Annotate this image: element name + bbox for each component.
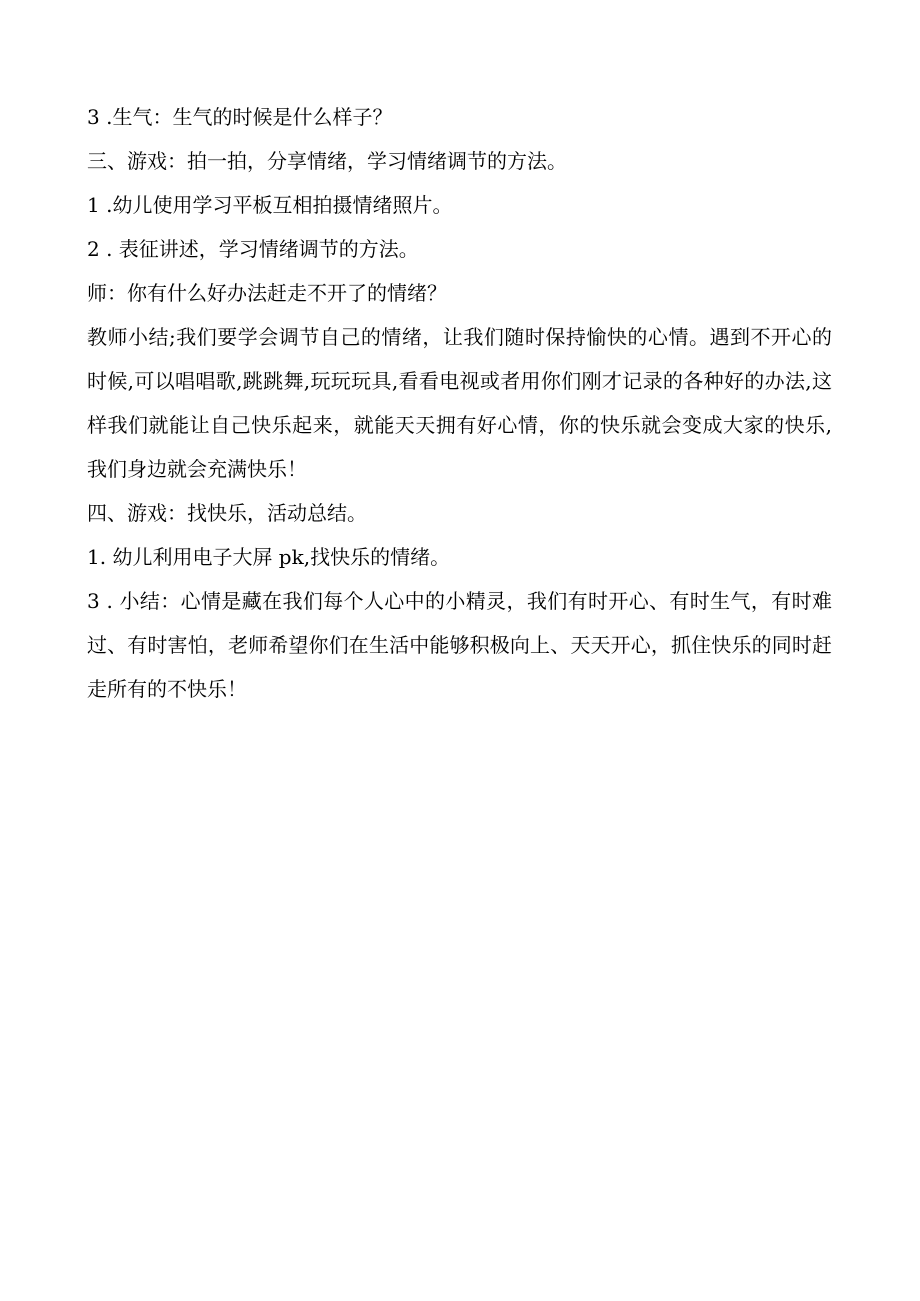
heading-game-clap: 三、游戏：拍一拍，分享情绪，学习情绪调节的方法。 xyxy=(87,149,567,173)
paragraph-narration: 2 . 表征讲述，学习情绪调节的方法。 xyxy=(87,237,419,261)
paragraph-teacher-question: 师：你有什么好办法赶走不开了的情绪？ xyxy=(87,281,447,305)
heading-game-find-happiness: 四、游戏：找快乐，活动总结。 xyxy=(87,501,367,525)
paragraph-final-summary: 3 . 小结：心情是藏在我们每个人心中的小精灵，我们有时开心、有时生气，有时难过、有时害怕，老师希望你们在生活中能够积极向上、天天开心，抓住快乐的同时赶走所有的不快乐！ xyxy=(87,589,832,701)
paragraph-anger-question: 3 .生气：生气的时候是什么样子？ xyxy=(87,105,393,129)
document-body xyxy=(87,95,832,711)
paragraph-big-screen-pk: 1. 幼儿利用电子大屏 pk,找快乐的情绪。 xyxy=(87,545,451,569)
paragraph-tablet-photos: 1 .幼儿使用学习平板互相拍摄情绪照片。 xyxy=(87,193,453,217)
paragraph-teacher-summary: 教师小结;我们要学会调节自己的情绪，让我们随时保持愉快的心情。遇到不开心的时候,可以唱唱歌,跳跳舞,玩玩玩具,看看电视或者用你们刚才记录的各种好的办法,这样我们就能让自己快乐起来，就能天天拥有好心情，你的快乐就会变成大家的快乐,我们身边就会充满快乐！ xyxy=(87,325,832,481)
